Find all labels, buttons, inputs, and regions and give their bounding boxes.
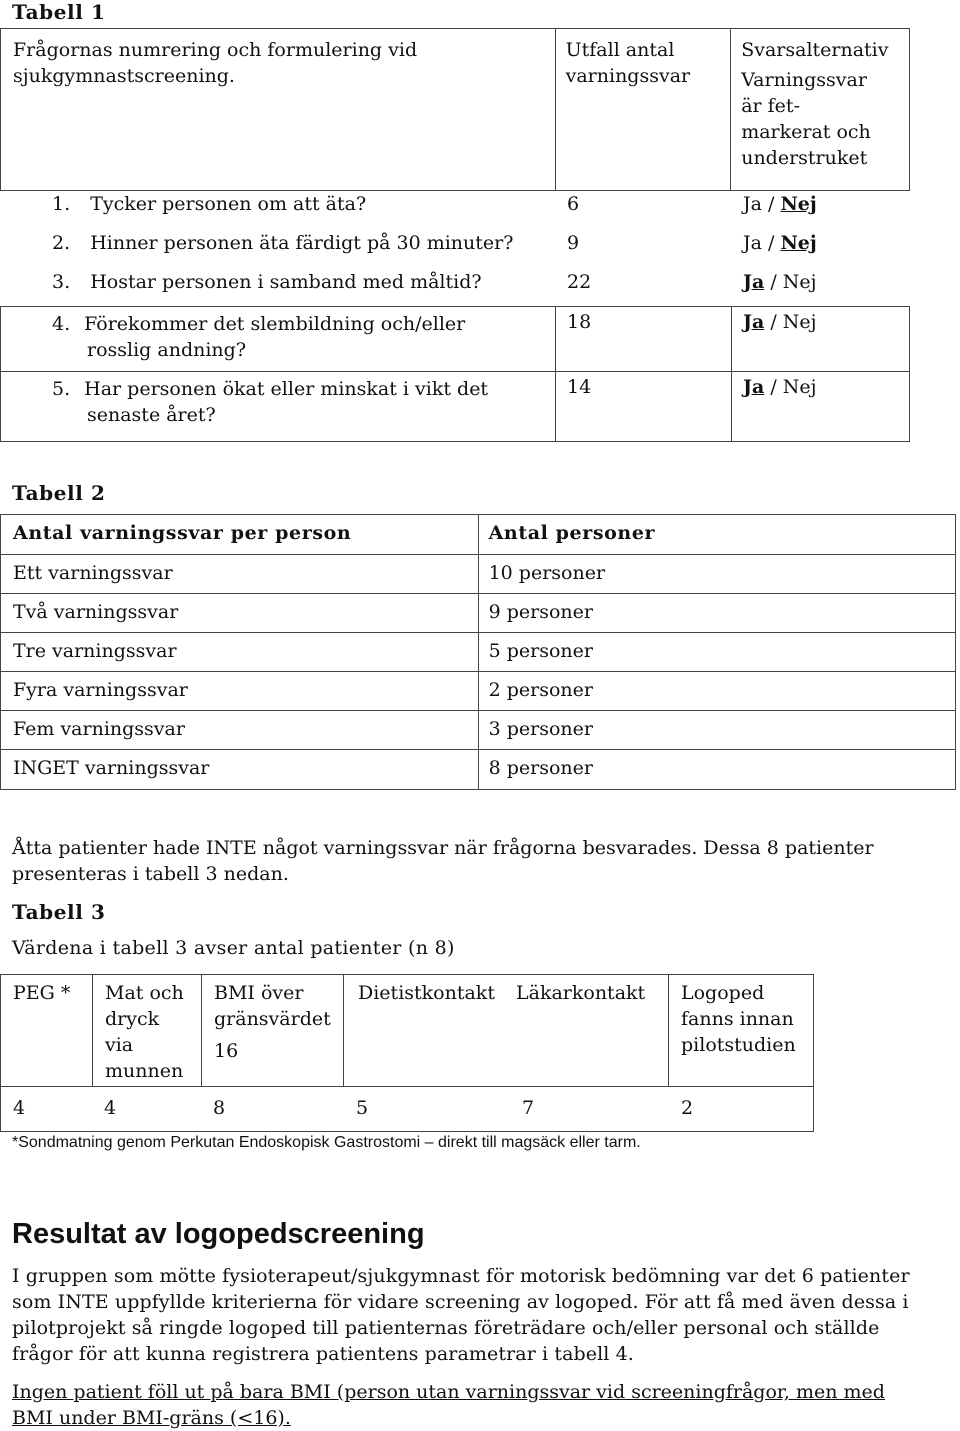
table1-header-question: Frågornas numrering och formulering vid sjukgymnastscreening. — [13, 39, 418, 87]
table1-count: 9 — [567, 232, 580, 254]
table1-answer: Ja / Nej — [743, 376, 817, 398]
table2-cell: Två varningssvar — [13, 601, 179, 623]
table1-row: 5. Har personen ökat eller minskat i vikt det senaste året? — [52, 378, 489, 426]
table3-value: 4 — [13, 1097, 26, 1119]
table3-value: 2 — [681, 1097, 694, 1119]
table3-header: Dietistkontakt — [358, 982, 495, 1004]
table3-value: 8 — [213, 1097, 226, 1119]
table3-header: Läkarkontakt — [516, 982, 646, 1004]
table2-cell: 9 personer — [488, 601, 593, 623]
summary-paragraph: Åtta patienter hade INTE något varningssvar när frågorna besvarades. Dessa 8 patienter presenteras i tabell 3 nedan. — [12, 837, 874, 885]
table1-header-count: Utfall antal varningssvar — [565, 39, 691, 87]
table2-cell: INGET varningssvar — [13, 757, 210, 779]
table1-row: 3. Hostar personen i samband med måltid? — [52, 271, 482, 293]
table2-cell: 10 personer — [488, 562, 606, 584]
table1-count: 6 — [567, 193, 580, 215]
table2-cell: 3 personer — [488, 718, 593, 740]
table1 — [0, 28, 910, 191]
table3-footnote: *Sondmatning genom Perkutan Endoskopisk Gastrostomi – direkt till magsäck eller tarm. — [12, 1134, 641, 1151]
table2 — [0, 514, 956, 790]
table1-title: Tabell 1 — [12, 0, 106, 24]
table3-header: PEG * — [13, 982, 71, 1004]
table3-subtitle: Värdena i tabell 3 avser antal patienter (n 8) — [12, 937, 455, 959]
section-title: Resultat av logopedscreening — [12, 1218, 425, 1250]
table1-header-answer: Svarsalternativ Varningssvar är fet- markerat och understruket — [741, 39, 889, 169]
table3-header: BMI över gränsvärdet 16 — [202, 975, 343, 1064]
table2-cell: Fyra varningssvar — [13, 679, 188, 701]
table3-values-row — [1, 1087, 813, 1131]
table2-cell: 5 personer — [488, 640, 593, 662]
table2-title: Tabell 2 — [12, 481, 106, 505]
table2-header-persons: Antal personer — [488, 522, 656, 544]
table1-count: 14 — [567, 376, 592, 398]
table1-answer: Ja / Nej — [743, 271, 817, 293]
table1-answer: Ja / Nej — [743, 232, 817, 254]
table1-row: 2. Hinner personen äta färdigt på 30 minuter? — [52, 232, 514, 254]
table2-cell: 2 personer — [488, 679, 593, 701]
table2-cell: Tre varningssvar — [13, 640, 177, 662]
table3-value: 4 — [104, 1097, 117, 1119]
table3-header: Logoped fanns innan pilotstudien — [681, 982, 796, 1056]
section-underlined-note: Ingen patient föll ut på bara BMI (person utan varningssvar vid screeningfrågor, men med BMI under BMI-gräns (<16). — [12, 1381, 885, 1429]
table2-header-count: Antal varningssvar per person — [13, 522, 352, 544]
table3-value: 7 — [522, 1097, 535, 1119]
table1-count: 22 — [567, 271, 592, 293]
table1-count: 18 — [567, 311, 592, 333]
table1-answer: Ja / Nej — [743, 193, 817, 215]
section-paragraph: I gruppen som mötte fysioterapeut/sjukgymnast för motorisk bedömning var det 6 patienter som INTE uppfyllde kriterierna för vidare screening av logoped. För att få med även dessa i pilotprojekt så ringde logoped till patienternas företrädare och/eller personal och ställde frågor för att kunna registrera patientens parametrar i tabell 4. — [12, 1265, 910, 1365]
table1-answer: Ja / Nej — [743, 311, 817, 333]
table1-row: 4. Förekommer det slembildning och/eller rosslig andning? — [52, 313, 466, 361]
table3 — [0, 974, 814, 1132]
table3-title: Tabell 3 — [12, 900, 106, 924]
bmi-threshold: 16 — [214, 1040, 239, 1062]
table2-cell: Fem varningssvar — [13, 718, 185, 740]
table2-cell: Ett varningssvar — [13, 562, 173, 584]
table2-cell: 8 personer — [488, 757, 593, 779]
table3-value: 5 — [356, 1097, 369, 1119]
table1-row: 1. Tycker personen om att äta? — [52, 193, 367, 215]
table3-header: Mat och dryck via munnen — [105, 982, 184, 1082]
